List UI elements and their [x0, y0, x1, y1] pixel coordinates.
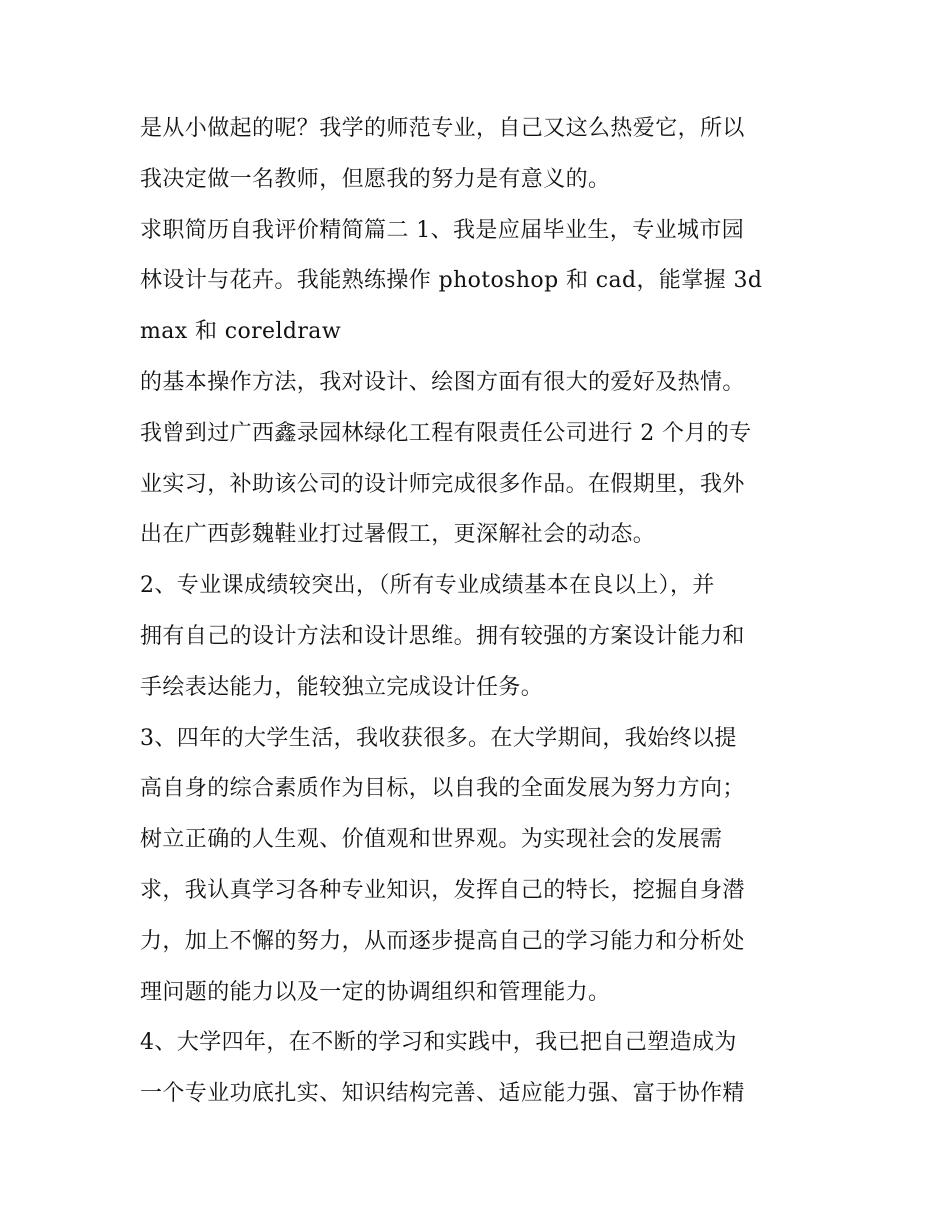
text-line: 高自身的综合素质作为目标，以自我的全面发展为努力方向；	[140, 776, 745, 802]
text-line: 求，我认真学习各种专业知识，发挥自己的特长，挖掘自身潜	[140, 877, 745, 903]
text-line: 林设计与花卉。我能熟练操作 photoshop 和 cad，能掌握 3d	[140, 268, 763, 294]
text-line: 手绘表达能力，能较独立完成设计任务。	[140, 674, 544, 700]
text-line: 业实习，补助该公司的设计师完成很多作品。在假期里，我外	[140, 471, 745, 497]
text-line: 4、大学四年，在不断的学习和实践中，我已把自己塑造成为	[140, 1030, 737, 1056]
document-page	[140, 104, 820, 1120]
text-line: 我曾到过广西鑫录园林绿化工程有限责任公司进行 2 个月的专	[140, 420, 752, 446]
text-line: 是从小做起的呢？我学的师范专业，自己又这么热爱它，所以	[140, 116, 745, 141]
text-line: max 和 coreldraw	[140, 319, 342, 345]
text-line: 树立正确的人生观、价值观和世界观。为实现社会的发展需	[140, 827, 723, 853]
text-line: 力，加上不懈的努力，从而逐步提高自己的学习能力和分析处	[140, 928, 745, 954]
text-line: 理问题的能力以及一定的协调组织和管理能力。	[140, 979, 611, 1005]
text-line: 我决定做一名教师，但愿我的努力是有意义的。	[140, 166, 611, 192]
text-line: 的基本操作方法，我对设计、绘图方面有很大的爱好及热情。	[140, 369, 745, 395]
text-line: 求职简历自我评价精简篇二 1、我是应届毕业生，专业城市园	[140, 217, 745, 243]
text-line: 2、专业课成绩较突出，（所有专业成绩基本在良以上），并	[140, 573, 715, 599]
text-line: 出在广西彭魏鞋业打过暑假工，更深解社会的动态。	[140, 522, 656, 548]
text-line: 拥有自己的设计方法和设计思维。拥有较强的方案设计能力和	[140, 623, 745, 649]
text-line: 3、四年的大学生活，我收获很多。在大学期间，我始终以提	[140, 725, 737, 751]
text-line: 一个专业功底扎实、知识结构完善、适应能力强、富于协作精	[140, 1081, 745, 1107]
